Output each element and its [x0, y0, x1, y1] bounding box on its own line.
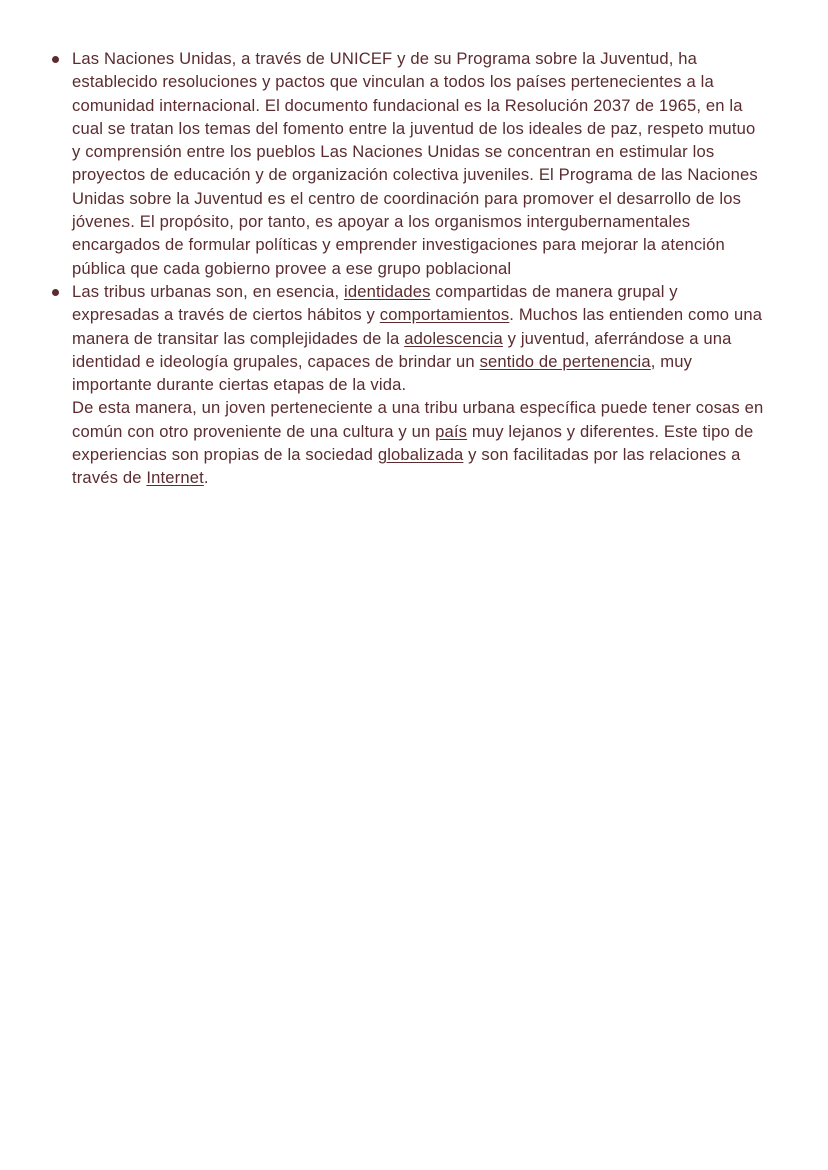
text-line — [72, 466, 828, 489]
text-segment: experiencias son propias de la sociedad — [72, 445, 378, 465]
text-segment: común con otro proveniente de una cultura y un — [72, 421, 436, 441]
text-segment: De esta manera, un joven perteneciente a una tribu urbana específica puede tener cosas en — [72, 398, 764, 418]
list-item — [0, 47, 828, 280]
text-segment: comunidad internacional. El documento fundacional es la Resolución 2037 de 1965, en la — [72, 95, 743, 115]
text-line — [72, 94, 828, 117]
link-identidades[interactable]: identidades — [344, 281, 431, 301]
text-line — [72, 373, 828, 396]
text-segment: proyectos de educación y de organización colectiva juveniles. El Programa de las Naciones — [72, 165, 758, 185]
text-segment: encargados de formular políticas y emprender investigaciones para mejorar la atención — [72, 235, 725, 255]
text-line — [72, 327, 828, 350]
text-line — [72, 443, 828, 466]
link-adolescencia[interactable]: adolescencia — [404, 328, 503, 348]
text-segment: , muy — [650, 351, 693, 371]
text-segment: expresadas a través de ciertos hábitos y — [72, 305, 380, 325]
text-segment: y son facilitadas por las relaciones a — [463, 445, 741, 465]
link-país[interactable]: país — [435, 421, 468, 441]
text-line — [72, 233, 828, 256]
list-item — [0, 280, 828, 490]
text-line — [72, 210, 828, 233]
text-segment: muy lejanos y diferentes. Este tipo de — [467, 421, 754, 441]
bullet-icon — [52, 289, 59, 296]
text-segment: . — [203, 468, 209, 488]
text-segment: jóvenes. El propósito, por tanto, es apoyar a los organismos intergubernamentales — [72, 212, 691, 232]
text-line — [72, 280, 828, 303]
text-segment: Unidas sobre la Juventud es el centro de coordinación para promover el desarrollo de los — [72, 188, 742, 208]
text-segment: . Muchos las entienden como una — [509, 305, 763, 325]
text-segment: través de — [72, 468, 147, 488]
link-internet[interactable]: Internet — [146, 468, 204, 488]
text-line — [72, 257, 828, 280]
text-segment: manera de transitar las complejidades de la — [72, 328, 405, 348]
text-line — [72, 303, 828, 326]
text-line — [72, 163, 828, 186]
text-segment: cual se tratan los temas del fomento entre la juventud de los ideales de paz, respeto mutuo — [72, 118, 756, 138]
text-segment: Las Naciones Unidas, a través de UNICEF y de su Programa sobre la Juventud, ha — [72, 49, 698, 68]
text-line — [72, 396, 828, 419]
text-segment: y juventud, aferrándose a una — [502, 328, 732, 348]
text-segment: pública que cada gobierno provee a ese grupo poblacional — [72, 258, 512, 278]
bullet-icon — [52, 56, 59, 63]
text-segment: establecido resoluciones y pactos que vinculan a todos los países pertenecientes a la — [72, 72, 714, 92]
text-line — [72, 47, 828, 70]
text-line — [72, 117, 828, 140]
text-line — [72, 140, 828, 163]
bullet-list — [0, 47, 828, 490]
link-globalizada[interactable]: globalizada — [377, 445, 464, 465]
text-segment: importante durante ciertas etapas de la vida. — [72, 375, 407, 395]
link-comportamientos[interactable]: comportamientos — [379, 305, 510, 325]
text-segment: identidad e ideología grupales, capaces de brindar un — [72, 351, 480, 371]
text-line — [72, 70, 828, 93]
text-line — [72, 187, 828, 210]
text-line — [72, 420, 828, 443]
text-segment: Las tribus urbanas son, en esencia, — [72, 281, 344, 301]
text-line — [72, 350, 828, 373]
link-sentido-de-pertenencia[interactable]: sentido de pertenencia — [479, 351, 651, 371]
text-segment: compartidas de manera grupal y — [430, 281, 678, 301]
text-segment: y comprensión entre los pueblos Las Naciones Unidas se concentran en estimular los — [72, 142, 715, 162]
